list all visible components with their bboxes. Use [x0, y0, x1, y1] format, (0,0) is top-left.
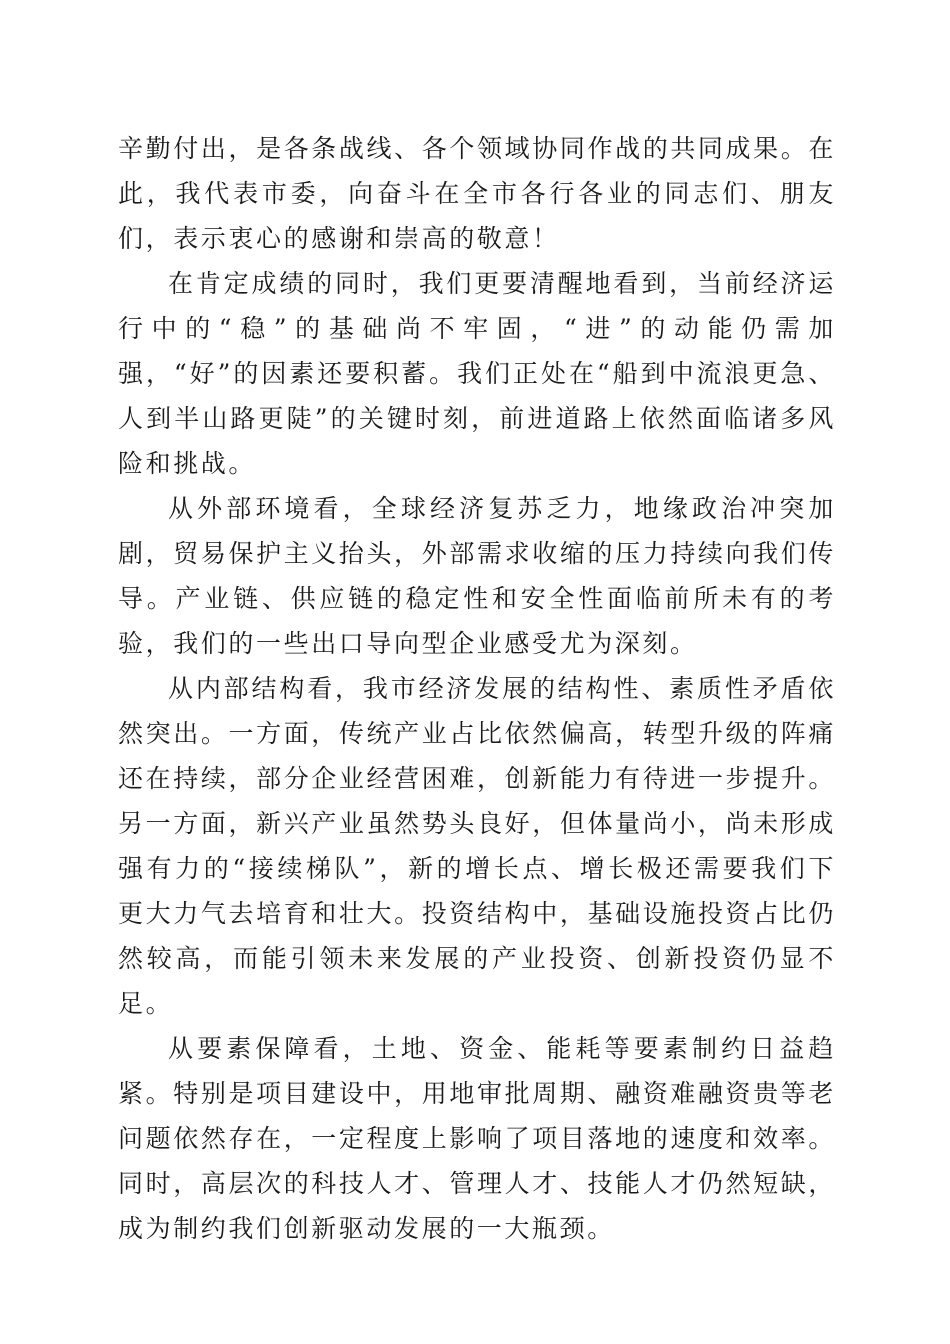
paragraph-internal-structure: 从内部结构看，我市经济发展的结构性、素质性矛盾依然突出。一方面，传统产业占比依然偏高，转型升级的阵痛还在持续，部分企业经营困难，创新能力有待进一步提升。另一方面，新兴产业虽然势头良好，但体量尚小，尚未形成强有力的“接续梯队”，新的增长点、增长极还需要我们下更大力气去培育和壮大。投资结构中，基础设施投资占比仍然较高，而能引领未来发展的产业投资、创新投资仍显不足。: [118, 674, 836, 1018]
paragraph-continuation: 辛勤付出，是各条战线、各个领域协同作战的共同成果。在此，我代表市委，向奋斗在全市各行各业的同志们、朋友们，表示衷心的感谢和崇高的敬意！: [118, 134, 836, 253]
paragraph-factor-guarantee: 从要素保障看，土地、资金、能耗等要素制约日益趋紧。特别是项目建设中，用地审批周期、融资难融资贵等老问题依然存在，一定程度上影响了项目落地的速度和效率。同时，高层次的科技人才、管理人才、技能人才仍然短缺，成为制约我们创新驱动发展的一大瓶颈。: [118, 1034, 836, 1243]
paragraph-external-environment: 从外部环境看，全球经济复苏乏力，地缘政治冲突加剧，贸易保护主义抬头，外部需求收缩的压力持续向我们传导。产业链、供应链的稳定性和安全性面临前所未有的考验，我们的一些出口导向型企业感受尤为深刻。: [118, 494, 836, 658]
document-body: [118, 126, 836, 1251]
paragraph-challenges-intro: 在肯定成绩的同时，我们更要清醒地看到，当前经济运行中的“稳”的基础尚不牢固，“进”的动能仍需加强，“好”的因素还要积蓄。我们正处在“船到中流浪更急、人到半山路更陡”的关键时刻，前进道路上依然面临诸多风险和挑战。: [118, 269, 836, 478]
